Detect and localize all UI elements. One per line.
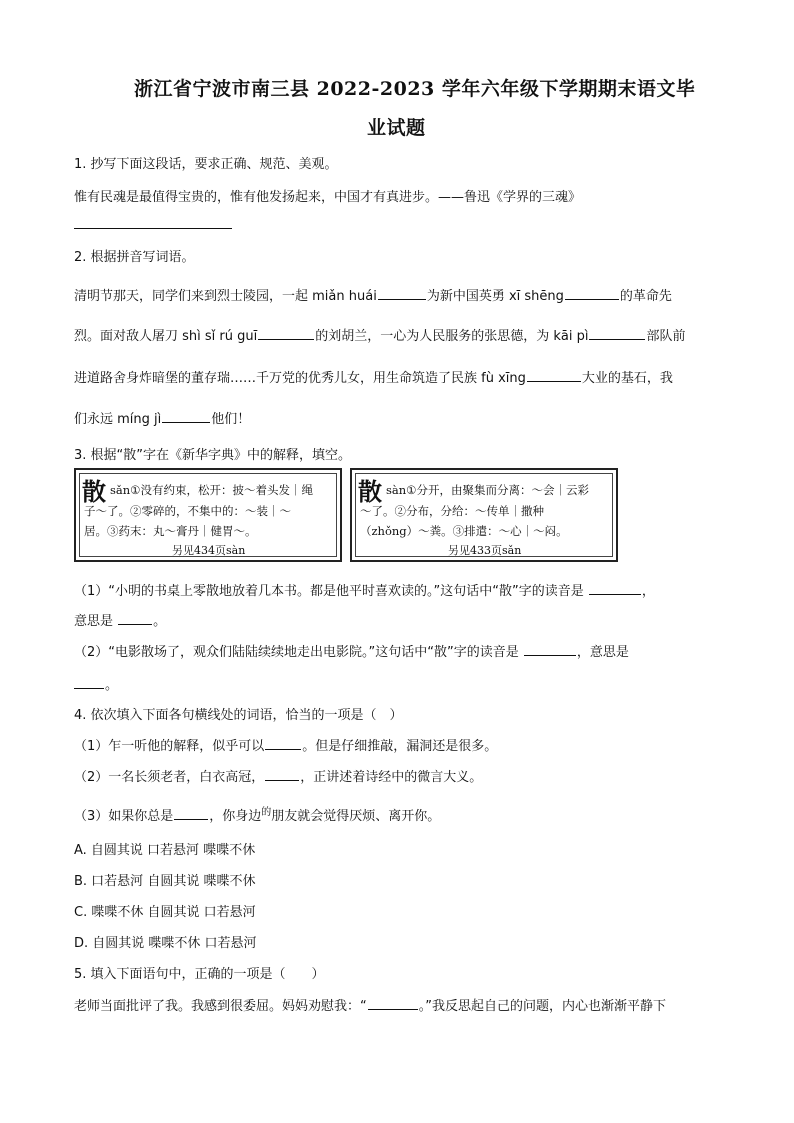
q2-line3 — [74, 367, 673, 386]
q3-sub2-text: （2）“电影散场了，观众们陆陆续续地走出电影院。”这句话中“散”字的读音是 — [74, 645, 519, 660]
q3-sub2-meaning-label: ，意思是 — [576, 645, 629, 660]
dictionary-line-3: 居。③药末：丸～膏丹｜健胃～。 — [84, 524, 257, 538]
q2-blank-6[interactable] — [162, 408, 210, 423]
q2-line1 — [74, 285, 672, 304]
q3-sub1-line1 — [74, 580, 655, 599]
q2-line1-text-c: 的革命先 — [619, 289, 672, 304]
q5-line1 — [74, 995, 666, 1014]
dictionary-headword: 散 — [358, 477, 382, 506]
dictionary-cross-ref: 另见434页sàn — [172, 544, 246, 557]
q4-option-d[interactable]: D. 自圆其说 喋喋不休 口若悬河 — [74, 936, 257, 951]
q4-prompt: 4. 依次填入下面各句横线处的词语，恰当的一项是（ ） — [74, 708, 403, 723]
q3-sub1-line2 — [74, 610, 166, 629]
dictionary-line-3: （zhǒng）～粪。③排遣：～心｜～闷。 — [360, 524, 568, 538]
q3-sub2-line2 — [74, 674, 118, 693]
q3-sub1-comma: ， — [641, 584, 655, 599]
q4-s1-blank[interactable] — [265, 735, 301, 750]
document-title-line1: 浙江省宁波市南三县 2022-2023 学年六年级下学期期末语文毕 — [134, 78, 696, 100]
q3-prompt: 3. 根据“散”字在《新华字典》中的解释，填空。 — [74, 448, 352, 463]
q2-blank-4[interactable] — [589, 325, 645, 340]
q2-line4-text-b: 他们！ — [211, 412, 251, 427]
dictionary-entry-san4 — [350, 468, 618, 562]
q4-s1-text-a: （1）乍一听他的解释，似乎可以 — [74, 739, 265, 754]
q2-line2-text-a: 烈。面对敌人屠刀 shì sǐ rú guī — [74, 329, 258, 344]
q1-prompt: 1. 抄写下面这段话，要求正确、规范、美观。 — [74, 157, 338, 172]
q3-sub2-line1 — [74, 641, 629, 660]
q4-s1-text-b: 。但是仔细推敲，漏洞还是很多。 — [302, 739, 498, 754]
q2-prompt: 2. 根据拼音写词语。 — [74, 250, 195, 265]
q4-s3-blank[interactable] — [174, 805, 208, 820]
q1-quote: 惟有民魂是最值得宝贵的，惟有他发扬起来，中国才有真进步。——鲁迅《学界的三魂》 — [74, 190, 582, 205]
q4-option-a[interactable]: A. 自圆其说 口若悬河 喋喋不休 — [74, 843, 256, 858]
q3-sub1-text: （1）“小明的书桌上零散地放着几本书。都是他平时喜欢读的。”这句话中“散”字的读音是 — [74, 584, 584, 599]
q4-sentence-2 — [74, 766, 482, 785]
dictionary-headword: 散 — [82, 477, 106, 506]
q2-line1-text-b: 为新中国英勇 xī shēng — [426, 289, 564, 304]
q3-sub1-meaning-label: 意思是 — [74, 614, 114, 629]
q5-text-b: 。”我反思起自己的问题，内心也渐渐平静下 — [418, 999, 666, 1014]
q2-blank-1[interactable] — [378, 285, 426, 300]
document-title-line2: 业试题 — [367, 117, 426, 139]
q4-s2-text-a: （2）一名长须老者，白衣高冠， — [74, 770, 265, 785]
q4-s3-superscript-de: 的 — [261, 807, 272, 818]
dictionary-cross-ref: 另见433页sǎn — [448, 544, 522, 557]
q3-sub2-blank-pronunciation[interactable] — [524, 641, 576, 656]
q4-sentence-3 — [74, 805, 440, 824]
q2-blank-2[interactable] — [565, 285, 619, 300]
q2-line3-text-b: 大业的基石，我 — [581, 371, 673, 386]
q2-line4 — [74, 408, 250, 427]
q2-line2-text-b: 的刘胡兰，一心为人民服务的张思德，为 kāi pì — [315, 329, 589, 344]
q2-line1-text-a: 清明节那天，同学们来到烈士陵园，一起 miǎn huái — [74, 289, 377, 304]
q4-option-b[interactable]: B. 口若悬河 自圆其说 喋喋不休 — [74, 874, 256, 889]
dictionary-line-1: sàn①分开，由聚集而分离：～会｜云彩 — [386, 483, 589, 497]
q2-blank-3[interactable] — [258, 325, 314, 340]
q4-s3-text-b: ，你身边 — [209, 809, 262, 824]
dictionary-line-2: ～了。②分布，分给：～传单｜撒种 — [360, 504, 544, 518]
q2-line4-text-a: 们永远 míng jì — [74, 412, 162, 427]
q3-sub1-period: 。 — [153, 614, 167, 629]
q3-sub2-period: 。 — [105, 678, 119, 693]
q2-line2 — [74, 325, 686, 344]
dictionary-line-1: sǎn①没有约束，松开：披～着头发｜绳 — [110, 483, 313, 497]
q1-answer-line[interactable] — [74, 228, 232, 229]
q3-sub2-blank-meaning[interactable] — [74, 674, 104, 689]
q5-prompt: 5. 填入下面语句中，正确的一项是（ ） — [74, 967, 325, 982]
q2-line2-text-c: 部队前 — [646, 329, 686, 344]
q4-option-c[interactable]: C. 喋喋不休 自圆其说 口若悬河 — [74, 905, 256, 920]
q3-sub1-blank-pronunciation[interactable] — [589, 580, 641, 595]
q2-blank-5[interactable] — [527, 367, 581, 382]
dictionary-entry-san3 — [74, 468, 342, 562]
q5-blank[interactable] — [368, 995, 418, 1010]
q4-s3-text-c: 朋友就会觉得厌烦、离开你。 — [271, 809, 441, 824]
q3-sub1-blank-meaning[interactable] — [118, 610, 152, 625]
q2-line3-text-a: 进道路舍身炸暗堡的董存瑞……千万党的优秀儿女，用生命筑造了民族 fù xīng — [74, 371, 526, 386]
q4-sentence-1 — [74, 735, 497, 754]
q4-s2-text-b: ，正讲述着诗经中的微言大义。 — [300, 770, 483, 785]
q4-s2-blank[interactable] — [265, 766, 299, 781]
dictionary-line-2: 子～了。②零碎的，不集中的：～装｜～ — [84, 504, 291, 518]
q4-s3-text-a: （3）如果你总是 — [74, 809, 174, 824]
q5-text-a: 老师当面批评了我。我感到很委屈。妈妈劝慰我：“ — [74, 999, 367, 1014]
